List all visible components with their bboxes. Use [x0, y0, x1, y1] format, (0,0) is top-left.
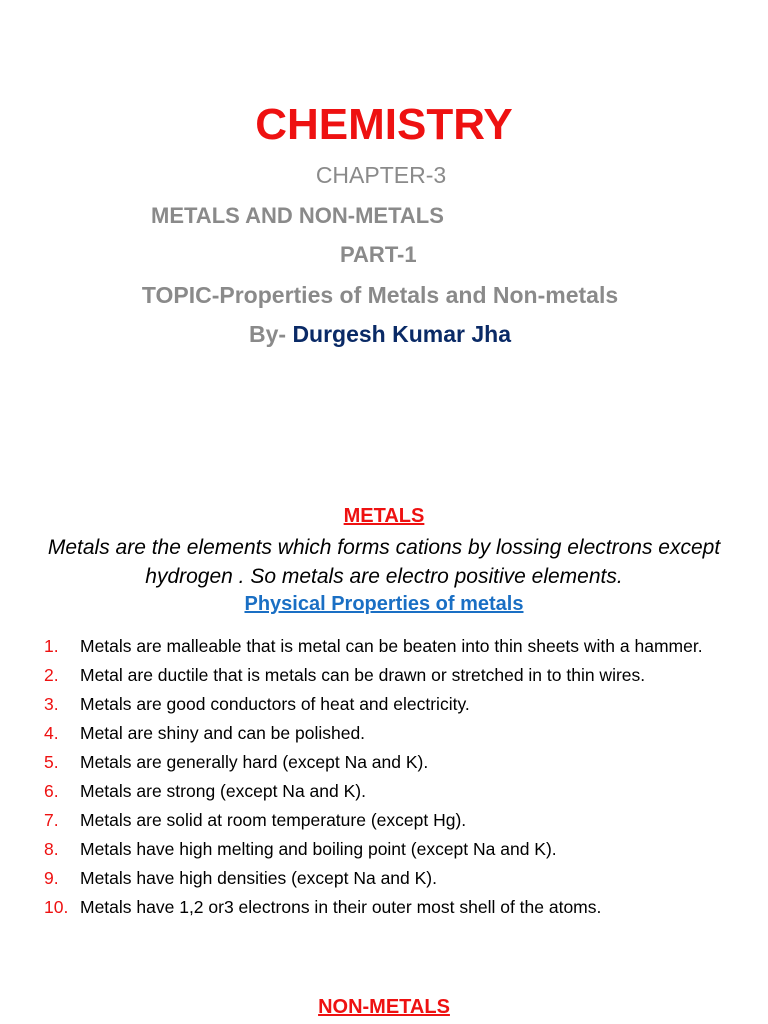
byline	[0, 321, 760, 348]
metals-section-heading: METALS	[343, 505, 425, 527]
list-item	[0, 634, 768, 659]
document-title: CHEMISTRY	[255, 100, 513, 149]
list-number: 1.	[44, 636, 59, 656]
list-item	[0, 779, 768, 804]
part-label: PART-1	[340, 242, 417, 267]
byline-prefix: By-	[248, 321, 287, 347]
list-number: 2.	[44, 665, 59, 685]
list-number: 4.	[44, 723, 59, 743]
list-text: Metals are malleable that is metal can be beaten into thin sheets with a hammer.	[80, 636, 703, 656]
list-item	[0, 808, 768, 833]
list-text: Metals are solid at room temperature (except Hg).	[80, 810, 467, 830]
list-number: 3.	[44, 694, 59, 714]
author-name: Durgesh Kumar Jha	[292, 321, 511, 347]
list-item	[0, 837, 768, 862]
list-number: 10.	[44, 897, 69, 917]
list-text: Metals have high densities (except Na and K).	[80, 868, 437, 888]
list-number: 9.	[44, 868, 59, 888]
nonmetals-section-heading: NON-METALS	[318, 996, 450, 1018]
list-item	[0, 866, 768, 891]
list-item	[0, 750, 768, 775]
physical-properties-heading: Physical Properties of metals	[244, 593, 524, 615]
topic-heading: TOPIC-Properties of Metals and Non-metals	[141, 282, 619, 308]
chapter-label: CHAPTER-3	[315, 162, 447, 188]
list-number: 7.	[44, 810, 59, 830]
list-text: Metals are good conductors of heat and electricity.	[80, 694, 470, 714]
list-item	[0, 721, 768, 746]
list-text: Metals are strong (except Na and K).	[80, 781, 366, 801]
list-text: Metals are generally hard (except Na and K).	[80, 752, 429, 772]
list-text: Metals have high melting and boiling point (except Na and K).	[80, 839, 557, 859]
list-text: Metal are ductile that is metals can be drawn or stretched in to thin wires.	[80, 665, 646, 685]
subject-heading: METALS AND NON-METALS	[151, 203, 444, 228]
list-number: 5.	[44, 752, 59, 772]
list-text: Metals have 1,2 or3 electrons in their outer most shell of the atoms.	[80, 897, 602, 917]
list-number: 8.	[44, 839, 59, 859]
list-number: 6.	[44, 781, 59, 801]
metals-definition: Metals are the elements which forms cations by lossing electrons except hydrogen . So metals are electro positive elements.	[47, 536, 721, 588]
physical-properties-list	[0, 634, 768, 924]
list-item	[0, 663, 768, 688]
list-item	[0, 895, 768, 920]
list-text: Metal are shiny and can be polished.	[80, 723, 366, 743]
list-item	[0, 692, 768, 717]
